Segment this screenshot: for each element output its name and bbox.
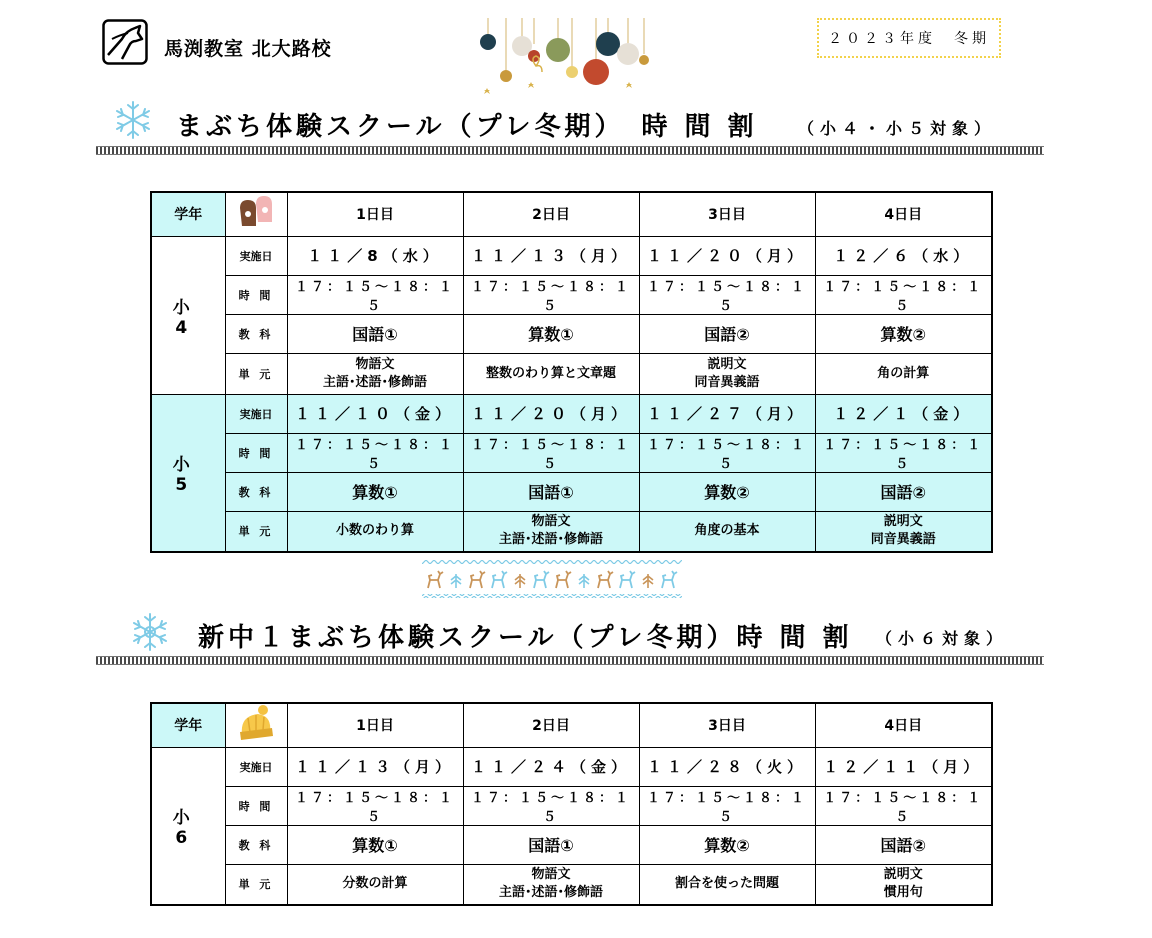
unit-label: 単 元 <box>225 864 287 905</box>
g5-subject-4: 国語② <box>815 472 992 511</box>
g4-unit-2: 整数のわり算と文章題 <box>463 353 639 394</box>
g5-unit-1: 小数のわり算 <box>287 511 463 552</box>
day1-header: 1日目 <box>287 192 463 236</box>
g5-time-2: １７：１５～１８：１５ <box>463 433 639 472</box>
grade-header: 学年 <box>151 192 225 236</box>
g6-date-1: １１／１３（月） <box>287 747 463 786</box>
day3-header: 3日目 <box>639 192 815 236</box>
g4-time-2: １７：１５～１８：１５ <box>463 275 639 314</box>
g4-subject-3: 国語② <box>639 314 815 353</box>
section2-target: （小６対象） <box>876 629 1009 648</box>
school-name: 馬渕教室 北大路校 <box>164 38 332 60</box>
christmas-ornaments-icon <box>476 18 660 98</box>
g5-time-4: １７：１５～１８：１５ <box>815 433 992 472</box>
subject-label: 教 科 <box>225 825 287 864</box>
g5-time-3: １７：１５～１８：１５ <box>639 433 815 472</box>
g5-unit-3: 角度の基本 <box>639 511 815 552</box>
time-label: 時 間 <box>225 786 287 825</box>
g6-subject-1: 算数① <box>287 825 463 864</box>
day3-header: 3日目 <box>639 703 815 747</box>
g6-date-2: １１／２４（金） <box>463 747 639 786</box>
subject-label: 教 科 <box>225 314 287 353</box>
section1-target: （小４・小５対象） <box>798 119 997 138</box>
g5-unit-2: 物語文 主語･述語･修飾語 <box>463 511 639 552</box>
day4-header: 4日目 <box>815 703 992 747</box>
g6-subject-2: 国語① <box>463 825 639 864</box>
g6-time-2: １７：１５～１８：１５ <box>463 786 639 825</box>
knit-hat-cell <box>225 703 287 747</box>
grade6-label: 小 6 <box>151 747 225 905</box>
g5-date-2: １１／２０（月） <box>463 394 639 433</box>
unit-label: 単 元 <box>225 353 287 394</box>
g4-time-4: １７：１５～１８：１５ <box>815 275 992 314</box>
section1-title: まぶち体験スクール（プレ冬期） 時 間 割 <box>176 112 758 142</box>
snowflake-icon <box>113 100 153 140</box>
g6-unit-1: 分数の計算 <box>287 864 463 905</box>
g4-subject-4: 算数② <box>815 314 992 353</box>
day4-header: 4日目 <box>815 192 992 236</box>
horse-logo-icon <box>102 19 148 65</box>
g5-date-4: １２／１（金） <box>815 394 992 433</box>
section2-title: 新中１まぶち体験スクール（プレ冬期）時 間 割 <box>198 623 853 653</box>
g4-date-4: １２／６（水） <box>815 236 992 275</box>
g5-time-1: １７：１５～１８：１５ <box>287 433 463 472</box>
g6-subject-4: 国語② <box>815 825 992 864</box>
unit-label: 単 元 <box>225 511 287 552</box>
timetable-grade6 <box>150 702 993 906</box>
grade4-label: 小 4 <box>151 236 225 394</box>
g4-unit-1: 物語文 主語･述語･修飾語 <box>287 353 463 394</box>
g5-subject-3: 算数② <box>639 472 815 511</box>
g5-date-1: １１／１０（金） <box>287 394 463 433</box>
subject-label: 教 科 <box>225 472 287 511</box>
mittens-cell <box>225 192 287 236</box>
g4-time-3: １７：１５～１８：１５ <box>639 275 815 314</box>
date-label: 実施日 <box>225 747 287 786</box>
g6-unit-3: 割合を使った問題 <box>639 864 815 905</box>
g4-unit-3: 説明文 同音異義語 <box>639 353 815 394</box>
section2-divider <box>96 656 1044 665</box>
section1-divider <box>96 146 1044 155</box>
g5-subject-2: 国語① <box>463 472 639 511</box>
day2-header: 2日目 <box>463 703 639 747</box>
year-badge: ２０２３年度 冬期 <box>817 18 1001 58</box>
fair-isle-pattern-icon <box>422 560 682 598</box>
g4-date-2: １１／１３（月） <box>463 236 639 275</box>
timetable-grade4-5 <box>150 191 993 553</box>
g4-time-1: １７：１５～１８：１５ <box>287 275 463 314</box>
g6-time-3: １７：１５～１８：１５ <box>639 786 815 825</box>
knit-hat-icon <box>236 704 276 742</box>
date-label: 実施日 <box>225 236 287 275</box>
g6-unit-4: 説明文 慣用句 <box>815 864 992 905</box>
g4-date-1: １１／8（水） <box>287 236 463 275</box>
g4-subject-1: 国語① <box>287 314 463 353</box>
g4-date-3: １１／２０（月） <box>639 236 815 275</box>
g6-time-4: １７：１５～１８：１５ <box>815 786 992 825</box>
g4-unit-4: 角の計算 <box>815 353 992 394</box>
g5-subject-1: 算数① <box>287 472 463 511</box>
g4-subject-2: 算数① <box>463 314 639 353</box>
g6-time-1: １７：１５～１８：１５ <box>287 786 463 825</box>
snowflake-icon <box>130 612 170 652</box>
day1-header: 1日目 <box>287 703 463 747</box>
time-label: 時 間 <box>225 433 287 472</box>
g5-unit-4: 説明文 同音異義語 <box>815 511 992 552</box>
g6-date-3: １１／２８（火） <box>639 747 815 786</box>
date-label: 実施日 <box>225 394 287 433</box>
day2-header: 2日目 <box>463 192 639 236</box>
time-label: 時 間 <box>225 275 287 314</box>
g6-subject-3: 算数② <box>639 825 815 864</box>
g6-unit-2: 物語文 主語･述語･修飾語 <box>463 864 639 905</box>
grade5-label: 小 5 <box>151 394 225 552</box>
g5-date-3: １１／２７（月） <box>639 394 815 433</box>
grade-header: 学年 <box>151 703 225 747</box>
g6-date-4: １２／１１（月） <box>815 747 992 786</box>
mittens-icon <box>234 194 278 230</box>
